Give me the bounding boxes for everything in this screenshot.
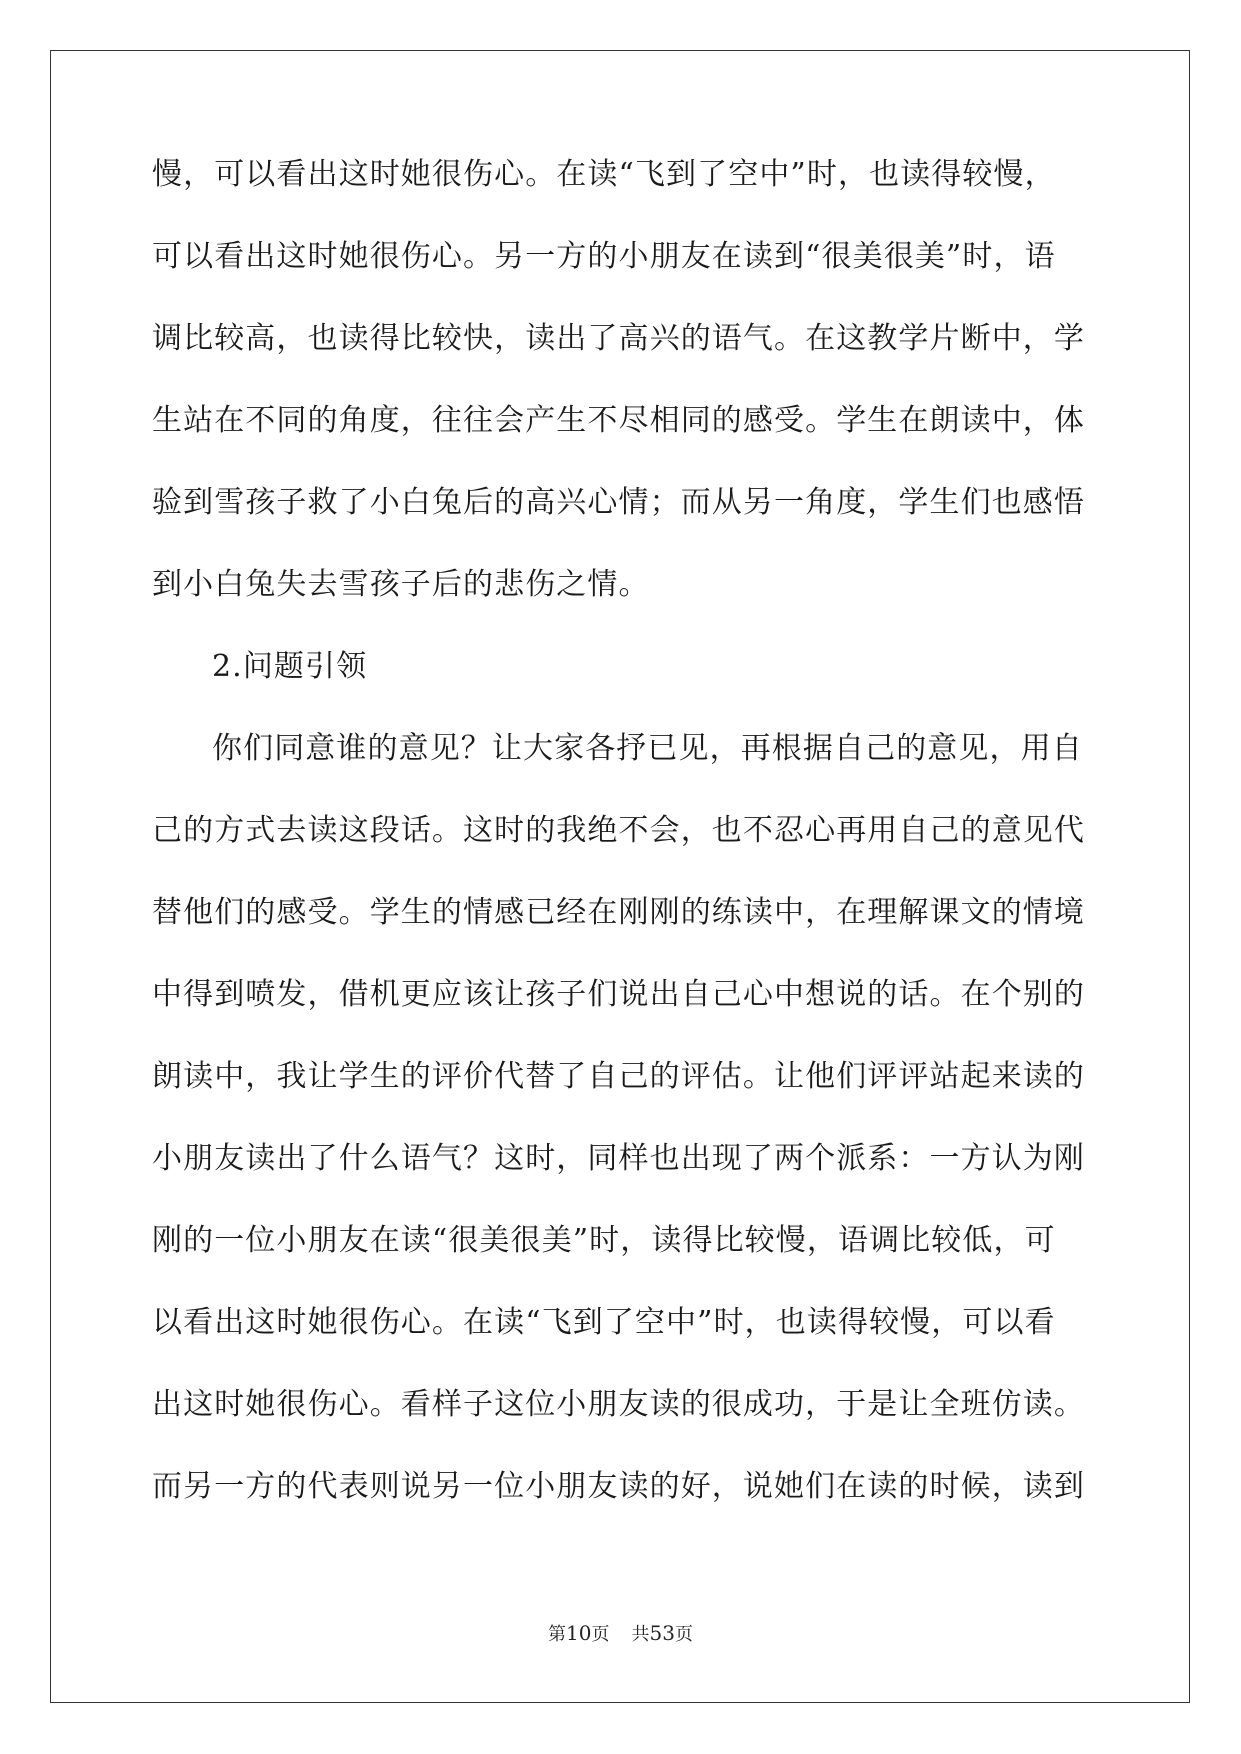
text-line: 朗读中，我让学生的评价代替了自己的评估。让他们评评站起来读的 (152, 1059, 1085, 1094)
page-number: 10 (566, 1621, 592, 1645)
document-body (152, 155, 1089, 1549)
section-heading: 2.问题引领 (212, 649, 368, 684)
text-line: 慢，可以看出这时她很伤心。在读“飞到了空中”时，也读得较慢， (152, 157, 1056, 192)
text-line: 出这时她很伤心。看样子这位小朋友读的很成功，于是让全班仿读。 (152, 1387, 1085, 1422)
text-line: 以看出这时她很伤心。在读“飞到了空中”时，也读得较慢，可以看 (152, 1305, 1056, 1340)
total-suffix: 页 (674, 1624, 693, 1645)
text-line: 生站在不同的角度，往往会产生不尽相同的感受。学生在朗读中，体 (152, 403, 1085, 438)
text-line: 替他们的感受。学生的情感已经在刚刚的练读中，在理解课文的情境 (152, 895, 1085, 930)
page-footer (0, 1620, 1241, 1646)
text-line: 可以看出这时她很伤心。另一方的小朋友在读到“很美很美”时，语 (152, 239, 1056, 274)
text-line: 验到雪孩子救了小白兔后的高兴心情；而从另一角度，学生们也感悟 (152, 485, 1085, 520)
text-line: 而另一方的代表则说另一位小朋友读的好，说她们在读的时候，读到 (152, 1469, 1085, 1504)
text-line: 中得到喷发，借机更应该让孩子们说出自己心中想说的话。在个别的 (152, 977, 1085, 1012)
page-suffix: 页 (591, 1624, 610, 1645)
text-line: 到小白兔失去雪孩子后的悲伤之情。 (152, 567, 650, 602)
text-line: 己的方式去读这段话。这时的我绝不会，也不忍心再用自己的意见代 (152, 813, 1085, 848)
text-line: 调比较高，也读得比较快，读出了高兴的语气。在这教学片断中，学 (152, 321, 1085, 356)
total-pages: 53 (649, 1621, 675, 1645)
paragraph-first-line: 你们同意谁的意见？让大家各抒已见，再根据自己的意见，用自 (212, 731, 1083, 766)
page-prefix: 第 (548, 1624, 567, 1645)
total-prefix: 共 (631, 1624, 650, 1645)
text-line: 刚的一位小朋友在读“很美很美”时，读得比较慢，语调比较低，可 (152, 1223, 1056, 1258)
text-line: 小朋友读出了什么语气？这时，同样也出现了两个派系：一方认为刚 (152, 1141, 1085, 1176)
